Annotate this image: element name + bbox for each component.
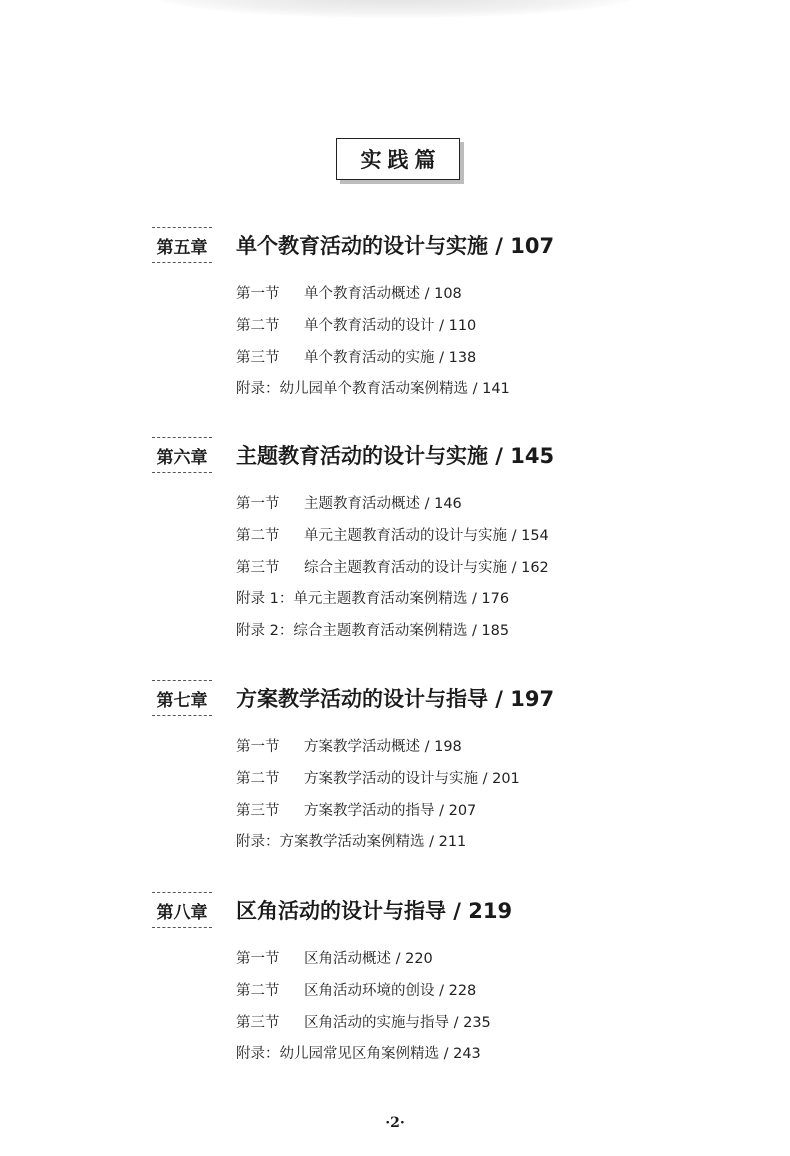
toc-appendix[interactable] bbox=[236, 831, 696, 863]
section-number: 第一节 bbox=[236, 951, 280, 967]
section-number: 第二节 bbox=[236, 527, 280, 544]
chapter-heading bbox=[152, 227, 712, 267]
section-number: 第一节 bbox=[236, 496, 280, 512]
section-number: 第二节 bbox=[236, 982, 280, 999]
chapter-title[interactable]: 方案教学活动的设计与指导 / 197 bbox=[236, 687, 555, 711]
section-title: 区角活动的实施与指导 / 235 bbox=[304, 1014, 491, 1031]
toc-entry[interactable] bbox=[236, 493, 696, 525]
section-title: 单个教育活动的实施 / 138 bbox=[304, 349, 477, 366]
chapter-entries bbox=[236, 493, 696, 652]
section-number: 第三节 bbox=[236, 559, 280, 576]
section-number: 第三节 bbox=[236, 802, 280, 819]
section-number: 第一节 bbox=[236, 286, 280, 302]
section-title: 综合主题教育活动的设计与实施 / 162 bbox=[304, 559, 549, 576]
chapter-entries bbox=[236, 283, 696, 410]
toc-entry[interactable] bbox=[236, 283, 696, 315]
section-number: 第一节 bbox=[236, 739, 280, 755]
toc-entry[interactable] bbox=[236, 1012, 696, 1044]
chapter-7 bbox=[152, 680, 712, 851]
chapter-title[interactable]: 单个教育活动的设计与实施 / 107 bbox=[236, 234, 555, 258]
section-number: 第三节 bbox=[236, 349, 280, 366]
chapter-heading bbox=[152, 892, 712, 932]
appendix-title: 附录：幼儿园单个教育活动案例精选 / 141 bbox=[236, 381, 510, 398]
section-title: 单个教育活动的设计 / 110 bbox=[304, 317, 477, 334]
chapter-label: 第八章 bbox=[152, 892, 212, 928]
chapter-label: 第五章 bbox=[152, 227, 212, 263]
chapter-5 bbox=[152, 227, 712, 398]
section-title: 实践篇 bbox=[336, 138, 460, 180]
section-number: 第二节 bbox=[236, 770, 280, 787]
toc-entry[interactable] bbox=[236, 768, 696, 800]
section-title: 区角活动概述 / 220 bbox=[304, 951, 433, 967]
section-title: 方案教学活动的设计与实施 / 201 bbox=[304, 770, 520, 787]
chapter-title[interactable]: 主题教育活动的设计与实施 / 145 bbox=[236, 444, 555, 468]
chapter-entries bbox=[236, 948, 696, 1075]
toc-entry[interactable] bbox=[236, 315, 696, 347]
appendix-title: 附录：幼儿园常见区角案例精选 / 243 bbox=[236, 1046, 481, 1063]
appendix-title: 附录 1：单元主题教育活动案例精选 / 176 bbox=[236, 591, 510, 608]
chapter-heading bbox=[152, 437, 712, 477]
section-title: 单个教育活动概述 / 108 bbox=[304, 286, 462, 302]
chapter-title[interactable]: 区角活动的设计与指导 / 219 bbox=[236, 899, 513, 923]
section-title: 单元主题教育活动的设计与实施 / 154 bbox=[304, 527, 549, 544]
chapter-8 bbox=[152, 892, 712, 1063]
section-number: 第三节 bbox=[236, 1014, 280, 1031]
section-title: 主题教育活动概述 / 146 bbox=[304, 496, 462, 512]
section-title: 方案教学活动的指导 / 207 bbox=[304, 802, 477, 819]
chapter-label: 第六章 bbox=[152, 437, 212, 473]
chapter-heading bbox=[152, 680, 712, 720]
toc-appendix[interactable] bbox=[236, 588, 696, 620]
appendix-title: 附录：方案教学活动案例精选 / 211 bbox=[236, 834, 467, 851]
toc-entry[interactable] bbox=[236, 948, 696, 980]
toc-appendix[interactable] bbox=[236, 1043, 696, 1075]
toc-appendix[interactable] bbox=[236, 620, 696, 652]
chapter-label: 第七章 bbox=[152, 680, 212, 716]
page-number: ·2· bbox=[385, 1115, 405, 1131]
section-title: 区角活动环境的创设 / 228 bbox=[304, 982, 477, 999]
toc-entry[interactable] bbox=[236, 980, 696, 1012]
toc-entry[interactable] bbox=[236, 736, 696, 768]
toc-appendix[interactable] bbox=[236, 378, 696, 410]
scan-shadow bbox=[150, 0, 640, 18]
toc-entry[interactable] bbox=[236, 525, 696, 557]
chapter-6 bbox=[152, 437, 712, 640]
toc-entry[interactable] bbox=[236, 347, 696, 379]
section-number: 第二节 bbox=[236, 317, 280, 334]
chapter-entries bbox=[236, 736, 696, 863]
section-title: 方案教学活动概述 / 198 bbox=[304, 739, 462, 755]
toc-entry[interactable] bbox=[236, 800, 696, 832]
toc-entry[interactable] bbox=[236, 557, 696, 589]
appendix-title: 附录 2：综合主题教育活动案例精选 / 185 bbox=[236, 623, 510, 640]
